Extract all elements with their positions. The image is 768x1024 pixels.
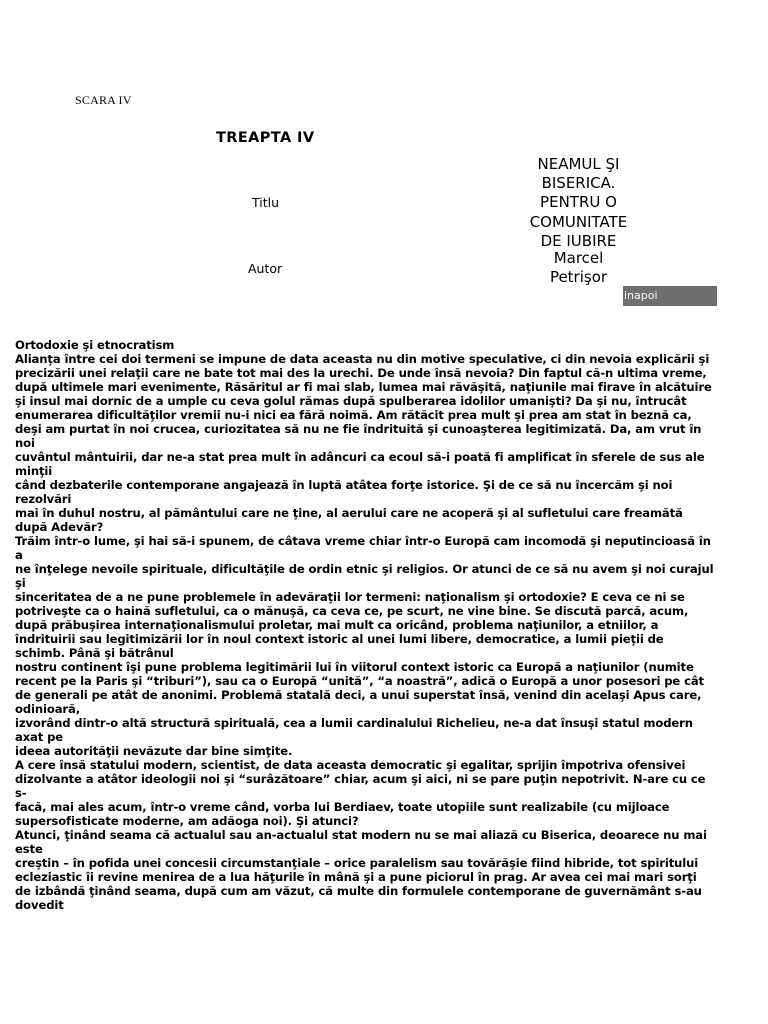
author-name-line: Petrişor	[549, 268, 608, 287]
book-title-line: DE IUBIRE	[540, 231, 617, 250]
back-button[interactable]: inapoi	[623, 286, 717, 306]
author-label: Autor	[248, 261, 283, 276]
page-title: TREAPTA IV	[216, 130, 315, 146]
article-paragraph: izvorând dintr-o altă structură spirituală, cea a lumii cardinalului Richelieu, ne-a dat însuşi statul modern axat pe	[15, 716, 693, 744]
book-title-line: NEAMUL ŞI	[537, 155, 620, 173]
article-paragraph: ideea autorităţii nevăzute dar bine simţite.	[15, 744, 293, 758]
title-label: Titlu	[252, 195, 280, 210]
author-name-line: Marcel	[553, 249, 604, 267]
article-paragraph: mai în duhul nostru, al pământului care ne ţine, al aerului care ne acoperă şi al sufletului care freamătă după Adevăr?	[15, 506, 683, 534]
section-label-scara: SCARA IV	[75, 93, 132, 107]
article-paragraph: când dezbaterile contemporane angajează în luptă atâtea forţe istorice. Şi de ce să nu încercăm şi noi rezolvări	[15, 478, 673, 506]
article-paragraph: A cere însă statului modern, scientist, de data aceasta democratic şi egalitar, sprijin împotriva ofensivei dizolvante a atâtor ideologii noi şi “surâzătoare” chiar, acum şi aici, ni se pare puţin nepotrivit. N-are cu ce s-	[15, 758, 706, 800]
author-name	[500, 249, 657, 287]
article-body	[15, 338, 715, 912]
book-title-line: PENTRU O	[540, 193, 617, 212]
article-paragraph: creştin – în pofida unei concesii circumstanţiale – orice paralelism sau tovărăşie fiind hibride, tot spiritului ecleziastic îi revine menirea de a lua hăţurile în mână şi a pune piciorul în prag. Ar avea cei mai mari sorţi de izbândă ţinând seama, după cum am văzut, că multe din formulele contemporane de guvernământ s-au dovedit	[15, 856, 702, 912]
article-paragraph: Alianţa între cei doi termeni se impune de data aceasta nu din motive speculative, ci din nevoia explicării şi precizării unei relaţii care ne bate tot mai des la urechi. De unde însă nevoia? Din faptul că-n ultima vreme, după ultimele mari evenimente, Răsăritul ar fi mai slab, lumea mai răvăşită, naţiunile mai firave în alcătuire şi insul mai dornic de a umple cu ceva golul rămas după spulberarea idolilor umanişti? Da şi nu, întrucât enumerarea dificultăţilor vremii nu-i nici ea fără noimă. Am rătăcit prea mult şi prea am stat în beznă ca, deşi am purtat în noi crucea, curiozitatea să nu ne fie îndrituită şi cunoaşterea legitimizată. Da, am vrut în noi	[15, 352, 712, 450]
article-paragraph: ne înţelege nevoile spirituale, dificultăţile de ordin etnic şi religios. Or atunci de ce să nu avem şi noi curajul şi	[15, 562, 714, 590]
article-paragraph: sinceritatea de a ne pune problemele în adevăraţii lor termeni: naţionalism şi ortodoxie? E ceva ce ni se potriveşte ca o haină sufletului, ca o mănuşă, ca ceva ce, pe scurt, ne vine bine. Se discută parcă, acum, după prăbuşirea internaţionalismului proletar, mai mult ca oricând, problema naţiunilor, a etniilor, a îndrituirii sau legitimizării lor în noul context istoric al unei lumi libere, democratice, a lumii pieţii de schimb. Până şi bătrânul	[15, 590, 689, 660]
article-paragraph: cuvântul mântuirii, dar ne-a stat prea mult în adâncuri ca ecoul să-i poată fi amplificat în sferele de sus ale minţii	[15, 450, 705, 478]
book-title	[500, 155, 657, 251]
article-paragraph: nostru continent îşi pune problema legitimării lui în viitorul context istoric ca Europă a naţiunilor (numite recent pe la Paris şi “triburi”), sau ca o Europă “unită”, “a noastră”, adică o Europă a unor posesori pe cât de generali pe atât de anonimi. Problemă statală deci, a unui superstat însă, venind din acelaşi Apus care, odinioară,	[15, 660, 704, 716]
article-paragraph: Atunci, ţinând seama că actualul sau an-actualul stat modern nu se mai aliază cu Biserica, deoarece nu mai este	[15, 828, 707, 856]
article-paragraph: Trăim într-o lume, şi hai să-i spunem, de câtava vreme chiar într-o Europă cam incomodă şi neputincioasă în a	[15, 534, 711, 562]
book-title-line: BISERICA.	[541, 174, 616, 193]
book-title-line: COMUNITATE	[529, 212, 628, 231]
article-paragraph: facă, mai ales acum, într-o vreme când, vorba lui Berdiaev, toate utopiile sunt realizabile (cu mijloace supersofisticate moderne, am adăoga noi). Şi atunci?	[15, 800, 670, 828]
article-heading: Ortodoxie şi etnocratism	[15, 338, 175, 352]
